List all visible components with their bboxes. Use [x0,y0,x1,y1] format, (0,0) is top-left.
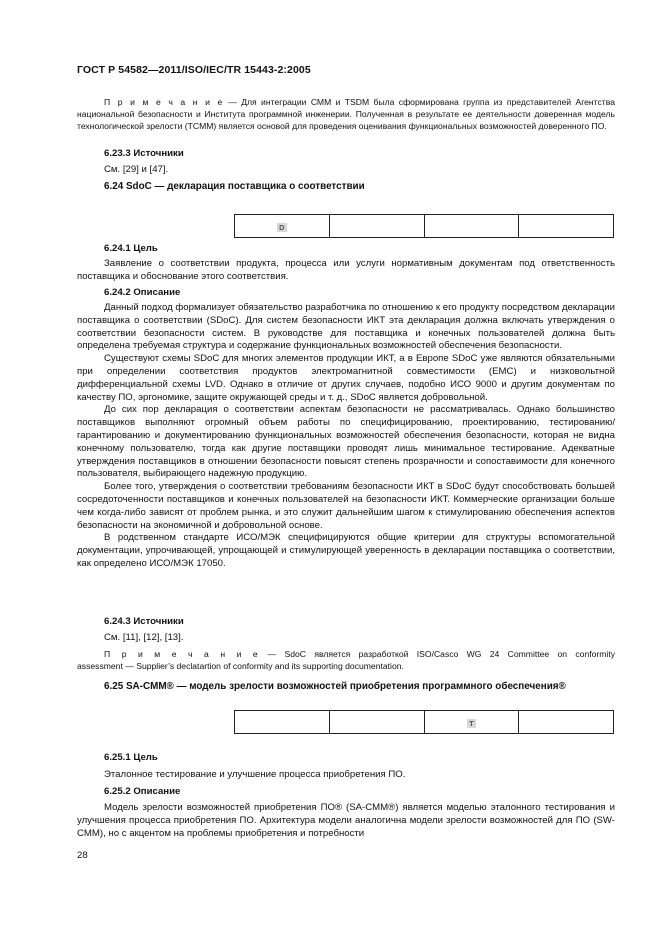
heading-6-25-2: 6.25.2 Описание [104,786,181,797]
heading-6-24-1: 6.24.1 Цель [104,243,158,254]
description-6-25-2 [77,802,615,840]
classification-table-6-25 [234,710,614,734]
page-header: ГОСТ Р 54582—2011/ISO/IEC/TR 15443-2:2005 [77,64,311,76]
class-cell [235,711,330,734]
class-cell [329,711,424,734]
page-number: 28 [77,850,88,861]
paragraph: Модель зрелости возможностей приобретения ПО® (SA-CMM®) является моделью эталонного тестирования и улучшения процесса приобретения ПО. Архитектура модели аналогична модели зрелости возможностей для ПО (SW-CMM), но с акцентом на проблемы приобретения и потребности [77,802,615,839]
class-cell [519,215,614,238]
heading-6-25: 6.25 SA-CMM® — модель зрелости возможностей приобретения программного обеспечения® [104,681,566,692]
sources-6-24-3: См. [11], [12], [13]. [104,632,184,643]
heading-6-25-1: 6.25.1 Цель [104,752,158,763]
note-text: — Для интеграции СММ и TSDM была сформирована группа из представителей Агентства национальной безопасности и Института программной инженерии. Полученная в результате ее деятельности доверенная модель технологической зрелости (TCMM) является основой для проведения оценивания функциональных возможностей доверенного ПО. [77,97,615,132]
heading-6-24-3: 6.24.3 Источники [104,616,184,627]
class-cell [424,711,519,734]
paragraph: До сих пор декларация о соответствии аспектам безопасности не рассматривалась. Однако большинство поставщиков выполняют огромный объем работы по специфицированию, проектированию, тестированию/гарантированию и документированию функциональных возможностей обеспечения безопасности, которая не видна конечному пользователю, тогда как другие поставщики проводят лишь минимальное тестирование. Адекватные утверждения поставщиков в отношении безопасности повысят степень прозрачности и сопоставимости для конечного пользователя, выбирающего надежную продукцию. [77,404,615,480]
class-cell [235,215,330,238]
purpose-6-24-1 [77,258,615,284]
class-cell [424,215,519,238]
paragraph: В родственном стандарте ИСО/МЭК специфицируются общие критерии для структуры вспомогательной документации, упрочивающей, упрощающей и стимулирующей уверенность в декларации поставщика о соответствии, как определено ИСО/МЭК 17050. [77,532,615,569]
sources-6-23-3: См. [29] и [47]. [104,164,169,175]
purpose-6-25-1: Эталонное тестирование и улучшение процесса приобретения ПО. [104,769,406,780]
note-text-cont: assessment — Supplier’s declatartion of conformity and its supporting documentation. [77,661,404,672]
heading-6-24-2: 6.24.2 Описание [104,287,181,298]
description-6-24-2 [77,302,615,571]
heading-6-24: 6.24 SdoC — декларация поставщика о соответствии [104,181,365,192]
class-mark: T [469,719,474,728]
note-label: П р и м е ч а н и е [104,649,260,659]
note-tcmm [77,96,615,133]
note-label: П р и м е ч а н и е [104,97,224,107]
note-text: — SdoC является разработкой ISO/Casco WG 24 Committee on conformity [267,649,616,659]
note-sdoc [77,648,615,672]
paragraph: Более того, утверждения о соответствии требованиям безопасности ИКТ в SDoC будут способствовать большей сосредоточенности поставщиков и конечных пользователей на безопасности ИКТ. Коммерческие организации больше чем когда-либо зависят от проблем рынка, и это служит дальнейшим шагом к стимулированию обеспечения аспектов безопасности на экономичной и добровольной основе. [77,481,615,531]
paragraph: Заявление о соответствии продукта, процесса или услуги нормативным документам под ответственность поставщика и обоснование этого соответствия. [77,258,615,282]
paragraph: Данный подход формализует обязательство разработчика по отношению к его продукту посредством декларации поставщика о соответствии (SDoC). Для систем безопасности ИКТ эта декларация должна включать утверждения о соответствии безопасности систем. В руководстве для поставщика и конечных пользователей должна быть определена требуемая структура и содержание функциональных возможностей обеспечения безопасности. [77,302,615,352]
class-cell [519,711,614,734]
paragraph: Существуют схемы SDoC для многих элементов продукции ИКТ, а в Европе SDoC уже являются обязательными при определении соответствия продуктов электромагнитной совместимости (EMC) и низковольтной дифференциальной схемы LVD. Однако в отличие от других случаев, подобно ИСО 9000 и другим документам по качеству ПО, эргономике, защите окружающей среды и т. д., SDoC является добровольной. [77,353,615,403]
class-mark: D [279,223,285,232]
heading-6-23-3: 6.23.3 Источники [104,148,184,159]
classification-table-6-24 [234,214,614,238]
class-cell [329,215,424,238]
